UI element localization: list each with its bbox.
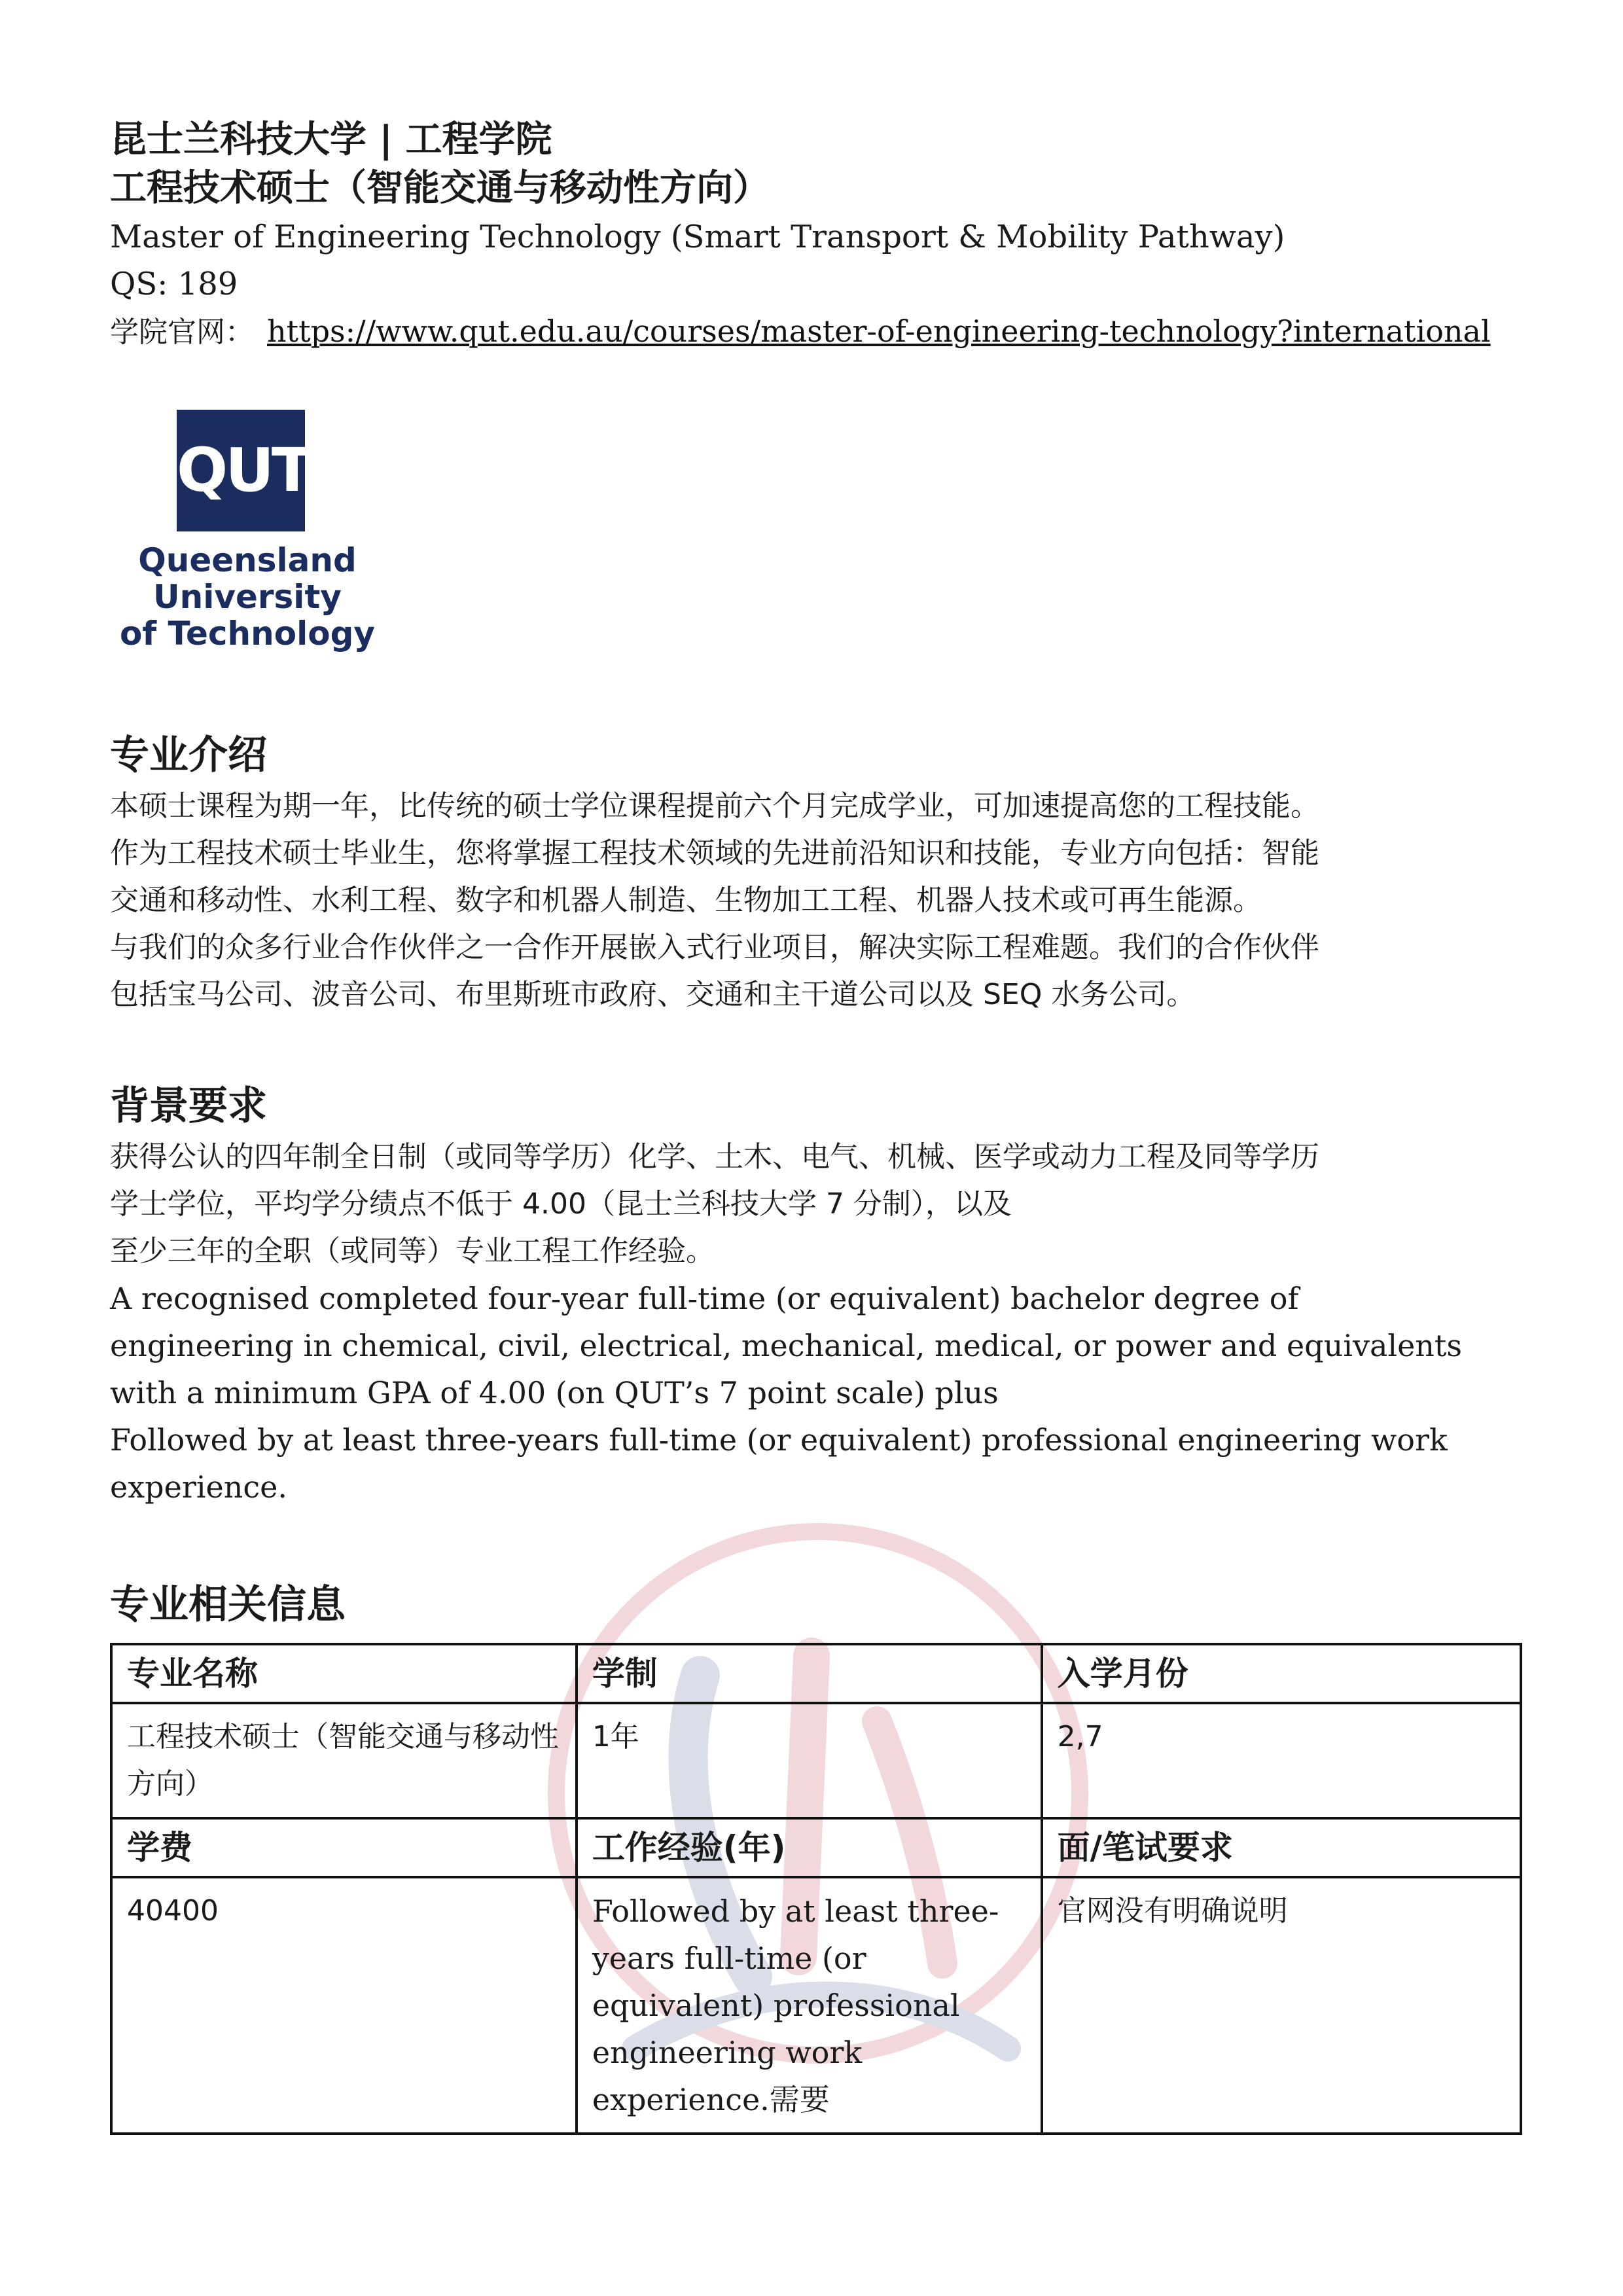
header-intake: 入学月份: [1042, 1644, 1521, 1703]
background-en-line: experience.: [110, 1469, 287, 1505]
cell-tuition: 40400: [111, 1877, 577, 2134]
program-title-cn: 工程技术硕士（智能交通与移动性方向）: [110, 167, 770, 209]
header-work-experience: 工作经验(年): [577, 1818, 1042, 1877]
qs-ranking: QS: 189: [110, 266, 238, 302]
logo-line-2: University: [153, 578, 342, 616]
program-info-table: [110, 1643, 1522, 2135]
cell-program-name: 工程技术硕士（智能交通与移动性方向）: [111, 1703, 577, 1818]
header-tuition: 学费: [111, 1818, 577, 1877]
background-cn-line: 至少三年的全职（或同等）专业工程工作经验。: [110, 1234, 715, 1268]
intro-line: 本硕士课程为期一年，比传统的硕士学位课程提前六个月完成学业，可加速提高您的工程技能。: [110, 789, 1319, 823]
background-cn-line: 获得公认的四年制全日制（或同等学历）化学、土木、电气、机械、医学或动力工程及同等学历: [110, 1140, 1319, 1174]
website-label: 学院官网：: [110, 315, 254, 349]
website-link[interactable]: https://www.qut.edu.au/courses/master-of-engineering-technology?international: [267, 314, 1491, 349]
intro-line: 包括宝马公司、波音公司、布里斯班市政府、交通和主干道公司以及 SEQ 水务公司。: [110, 978, 1196, 1011]
table-row: [111, 1877, 1521, 2134]
background-en-line: engineering in chemical, civil, electrical, mechanical, medical, or power and equivalents: [110, 1328, 1463, 1363]
intro-heading: 专业介绍: [110, 732, 267, 778]
document-content: [110, 117, 1524, 2135]
intro-line: 交通和移动性、水利工程、数字和机器人制造、生物加工工程、机器人技术或可再生能源。: [110, 884, 1262, 917]
background-en-line: Followed by at least three-years full-time (or equivalent) professional engineering work: [110, 1422, 1448, 1458]
qut-logo-wordmark: [110, 542, 385, 652]
cell-duration: 1年: [577, 1703, 1042, 1818]
header-duration: 学制: [577, 1644, 1042, 1703]
table-header-row: [111, 1818, 1521, 1877]
program-title-en: Master of Engineering Technology (Smart Transport & Mobility Pathway): [110, 219, 1285, 255]
header-interview: 面/笔试要求: [1042, 1818, 1521, 1877]
cell-intake: 2,7: [1042, 1703, 1521, 1818]
table-row: [111, 1703, 1521, 1818]
qut-logo-mark: QUT: [177, 410, 305, 531]
cell-interview: 官网没有明确说明: [1042, 1877, 1521, 2134]
website-row: [110, 308, 1524, 356]
header-program-name: 专业名称: [111, 1644, 577, 1703]
logo-line-3: of Technology: [120, 615, 375, 653]
intro-line: 与我们的众多行业合作伙伴之一合作开展嵌入式行业项目，解决实际工程难题。我们的合作伙伴: [110, 931, 1319, 964]
info-heading: 专业相关信息: [110, 1582, 346, 1628]
logo-line-1: Queensland: [138, 541, 357, 579]
background-heading: 背景要求: [110, 1083, 267, 1129]
background-en-line: with a minimum GPA of 4.00 (on QUT’s 7 point scale) plus: [110, 1375, 999, 1410]
cell-work-experience: Followed by at least three-years full-time (or equivalent) professional engineering work experience.需要: [577, 1877, 1042, 2134]
university-title: 昆士兰科技大学 | 工程学院: [110, 118, 552, 161]
background-en-line: A recognised completed four-year full-time (or equivalent) bachelor degree of: [110, 1281, 1299, 1316]
intro-line: 作为工程技术硕士毕业生，您将掌握工程技术领域的先进前沿知识和技能，专业方向包括：智能: [110, 836, 1319, 870]
background-cn-line: 学士学位，平均学分绩点不低于 4.00（昆士兰科技大学 7 分制），以及: [110, 1187, 1012, 1221]
table-header-row: [111, 1644, 1521, 1703]
qut-logo: [110, 410, 385, 665]
